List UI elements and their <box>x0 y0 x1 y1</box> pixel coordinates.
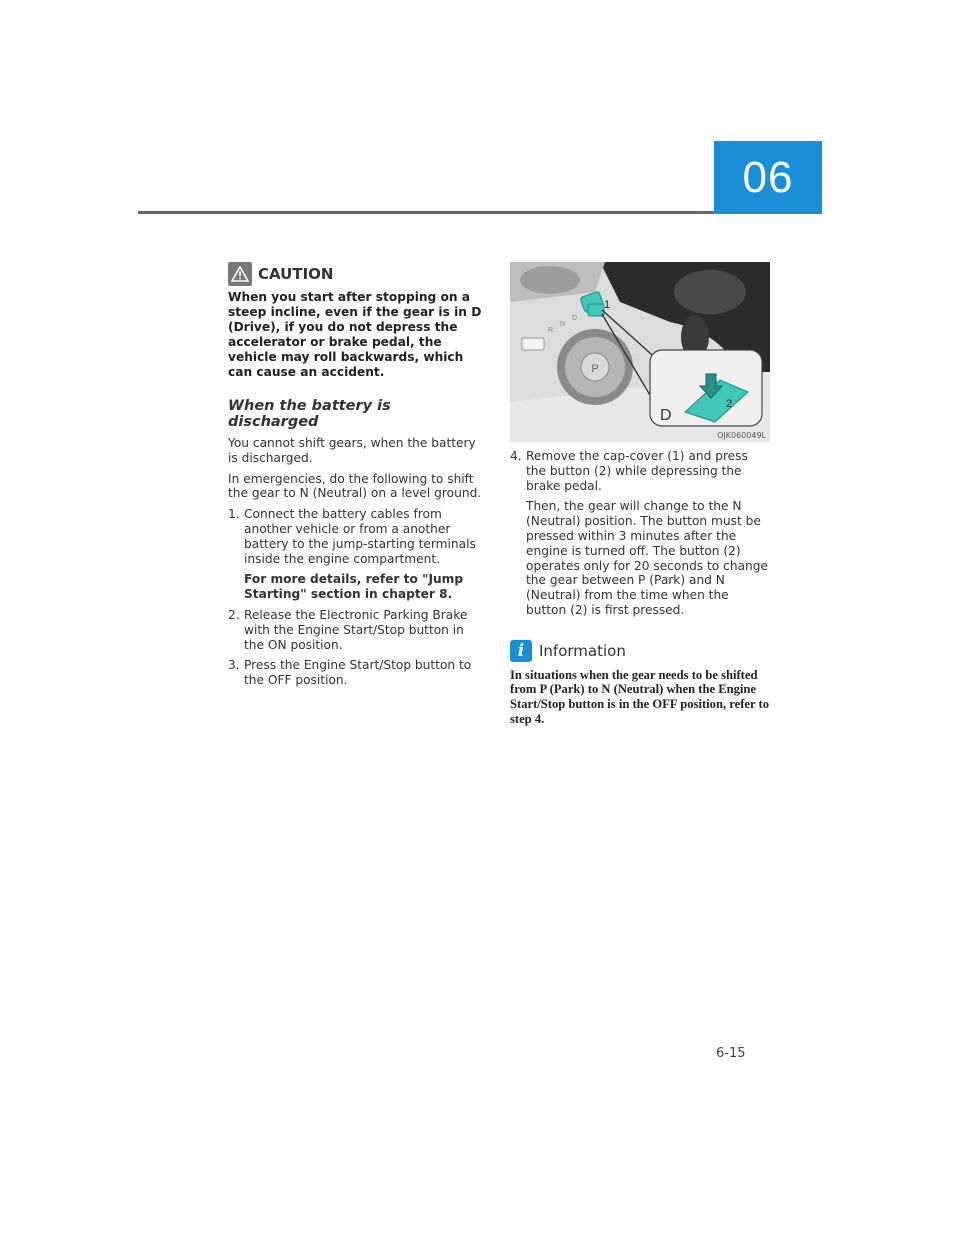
step-note: For more details, refer to "Jump Starting" section in chapter 8. <box>244 572 464 602</box>
step-number: 2. <box>228 607 240 622</box>
caution-header <box>228 262 486 286</box>
step-item <box>510 449 770 618</box>
chapter-number: 06 <box>742 152 794 202</box>
step-item <box>228 608 486 652</box>
step-number: 4. <box>510 449 522 463</box>
warning-triangle-icon <box>228 262 252 286</box>
header-rule <box>138 211 714 214</box>
step-note: Then, the gear will change to the N (Neutral) position. The button must be pressed within 3 minutes after the engine is turned off. The button (2) operates only for 20 seconds to change the gear between P (Park) and N (Neutral) from the time when the button (2) is first pressed. <box>526 499 768 617</box>
right-column <box>510 262 770 726</box>
caution-text: When you start after stopping on a steep incline, even if the gear is in D (Drive), if you do not depress the accelerator or brake pedal, the vehicle may roll backwards, which can cause an accident. <box>228 290 482 379</box>
step-text: Release the Electronic Parking Brake with the Engine Start/Stop button in the ON position. <box>244 607 468 652</box>
gear-shifter-illustration <box>510 262 770 442</box>
callout-1: 1 <box>604 299 611 311</box>
step-item <box>228 658 486 688</box>
gear-letter-r: R <box>548 327 554 334</box>
caution-title: CAUTION <box>258 265 334 283</box>
knob-label: P <box>591 363 599 375</box>
info-icon: i <box>510 640 532 662</box>
callout-2: 2 <box>726 398 733 410</box>
shifter-drawing <box>510 262 770 442</box>
step-text: Remove the cap-cover (1) and press the button (2) while depressing the brake pedal. <box>526 449 748 493</box>
information-header <box>510 640 770 662</box>
step-number: 1. <box>228 507 240 522</box>
inset-letter: D <box>660 407 672 424</box>
gear-letter-d: D <box>572 315 578 322</box>
figure-code: OJK060049L <box>717 431 766 440</box>
section-paragraph-1: You cannot shift gears, when the battery is discharged. <box>228 436 476 465</box>
gear-letter-n: N <box>560 321 566 328</box>
steps-list-continued <box>510 449 770 618</box>
steps-list <box>228 507 486 688</box>
information-text: In situations when the gear needs to be shifted from P (Park) to N (Neutral) when the Engine Start/Stop button is in the OFF position, refer to step 4. <box>510 667 769 726</box>
section-heading: When the battery is discharged <box>228 398 391 430</box>
step-item <box>228 507 486 602</box>
section-paragraph-2: In emergencies, do the following to shift the gear to N (Neutral) on a level ground. <box>228 471 482 501</box>
information-title: Information <box>539 641 626 660</box>
step-text: Press the Engine Start/Stop button to the OFF position. <box>244 658 472 688</box>
step-text: Connect the battery cables from another vehicle or from a another battery to the jump-starting terminals inside the engine compartment. <box>244 507 476 566</box>
page-number: 6-15 <box>716 1046 746 1061</box>
step-number: 3. <box>228 658 240 673</box>
chapter-tab <box>714 141 822 214</box>
left-column <box>228 262 486 694</box>
